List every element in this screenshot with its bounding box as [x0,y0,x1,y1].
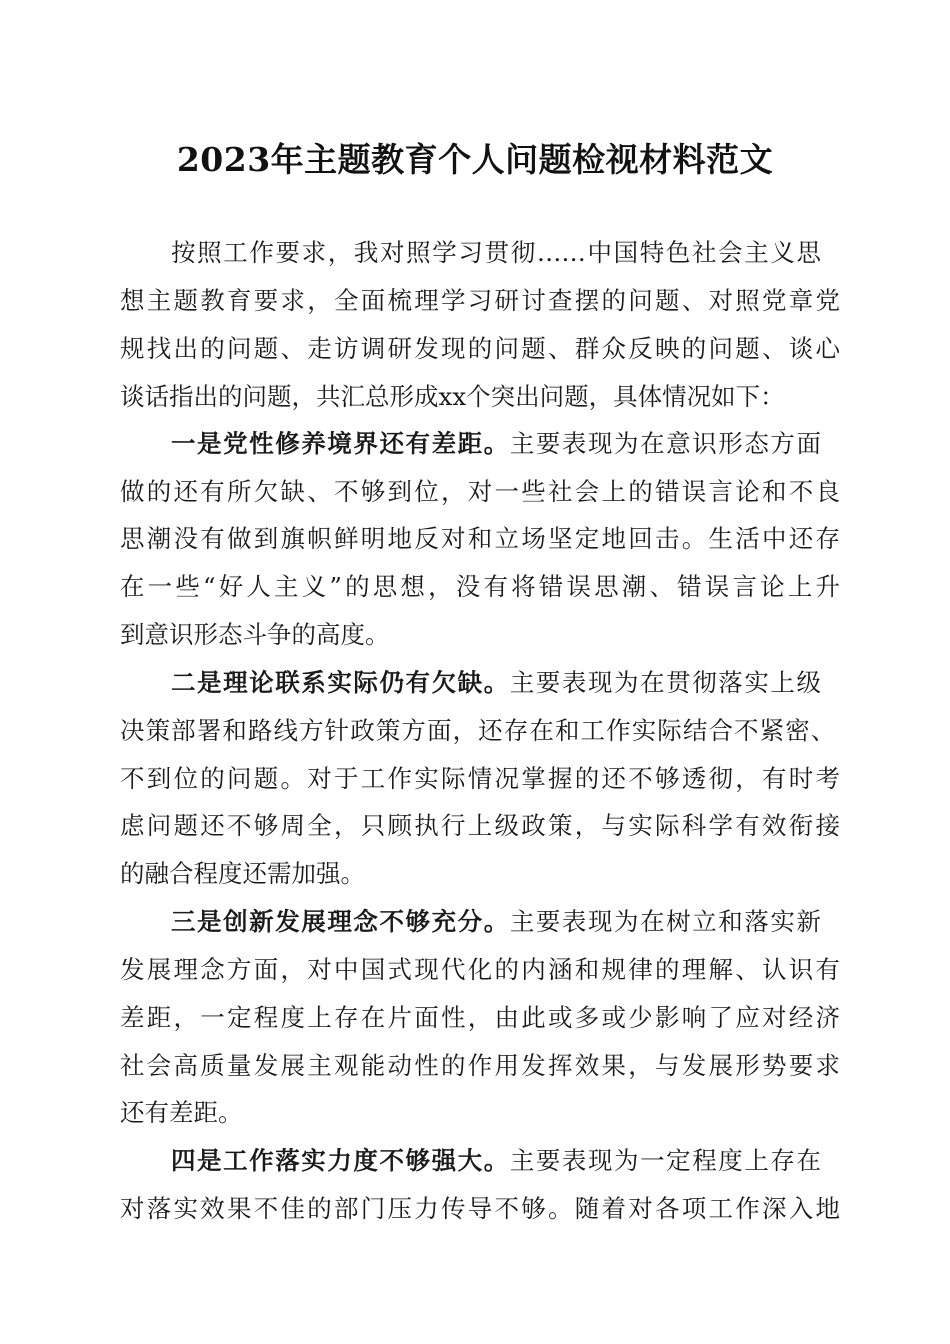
section-first-line [171,666,821,700]
section-first-line [171,1144,821,1178]
section-text: 主要表现为在贯彻落实上级 [509,668,821,697]
section-first-line [171,905,821,939]
document-title: 2023年主题教育个人问题检视材料范文 [176,140,774,179]
section-heading: 四是工作落实力度不够强大。 [171,1146,510,1175]
section-line: 对落实效果不佳的部门压力传导不够。随着对各项工作深入地 [120,1194,840,1223]
section-line: 思潮没有做到旗帜鲜明地反对和立场坚定地回击。生活中还存 [120,524,840,553]
section-line: 虑问题还不够周全，只顾执行上级政策，与实际科学有效衔接 [120,811,840,840]
section-line: 还有差距。 [120,1098,243,1127]
section-line: 到意识形态斗争的高度。 [120,620,390,649]
section-first-line [171,427,821,461]
section-line: 社会高质量发展主观能动性的作用发挥效果，与发展形势要求 [120,1051,840,1080]
section-heading: 一是党性修养境界还有差距。 [171,429,510,458]
section-line: 决策部署和路线方针政策方面，还存在和工作实际结合不紧密、 [120,716,835,745]
section-line: 在一些“好人主义”的思想，没有将错误思潮、错误言论上升 [120,572,840,601]
intro-line: 谈话指出的问题，共汇总形成xx个突出问题，具体情况如下： [120,382,785,411]
section-line: 的融合程度还需加强。 [120,859,365,888]
section-text: 主要表现为一定程度上存在 [509,1146,821,1175]
intro-line: 想主题教育要求，全面梳理学习研讨查摆的问题、对照党章党 [120,286,840,315]
section-text: 主要表现为在意识形态方面 [509,429,821,458]
section-heading: 三是创新发展理念不够充分。 [171,907,510,936]
section-heading: 二是理论联系实际仍有欠缺。 [171,668,510,697]
section-line: 差距，一定程度上存在片面性，由此或多或少影响了应对经济 [120,1003,840,1032]
intro-line: 规找出的问题、走访调研发现的问题、群众反映的问题、谈心 [120,334,840,363]
section-text: 主要表现为在树立和落实新 [509,907,821,936]
section-line: 不到位的问题。对于工作实际情况掌握的还不够透彻，有时考 [120,764,840,793]
section-line: 做的还有所欠缺、不够到位，对一些社会上的错误言论和不良 [120,477,840,506]
section-line: 发展理念方面，对中国式现代化的内涵和规律的理解、认识有 [120,955,840,984]
intro-line: 按照工作要求，我对照学习贯彻……中国特色社会主义思 [171,238,821,267]
